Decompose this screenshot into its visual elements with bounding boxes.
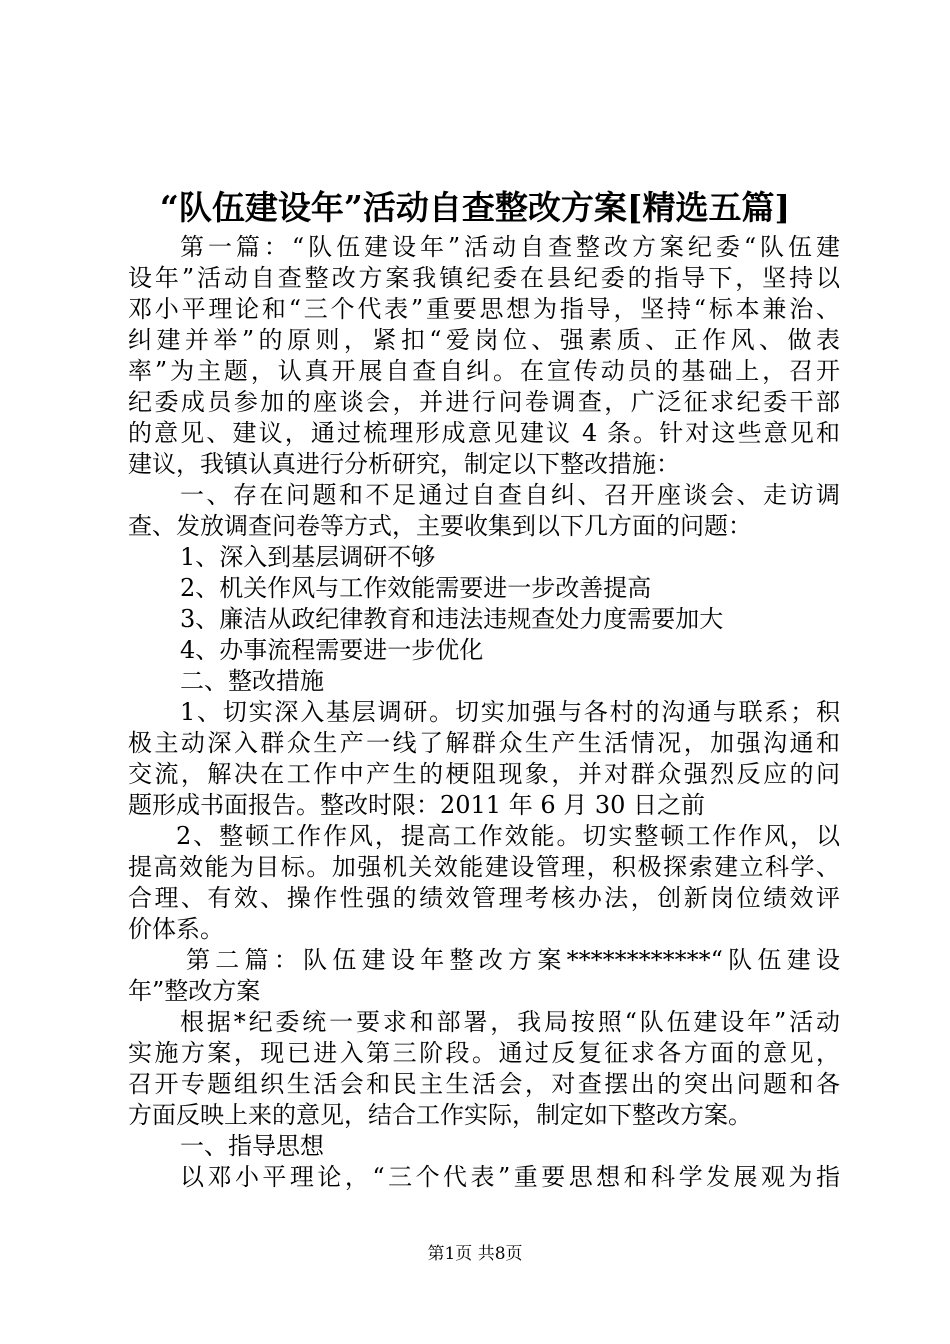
text-line: 率”为主题，认真开展自查自纠。在宣传动员的基础上，召开	[128, 357, 840, 385]
text-line: 1、切实深入基层调研。切实加强与各村的沟通与联系；积	[180, 698, 840, 726]
text-line: 合理、有效、操作性强的绩效管理考核办法，创新岗位绩效评	[128, 884, 840, 912]
section-heading: 年”整改方案	[128, 977, 261, 1005]
document-body	[128, 232, 840, 1193]
text-line: 方面反映上来的意见，结合工作实际，制定如下整改方案。	[128, 1101, 752, 1129]
text-line: 邓小平理论和“三个代表”重要思想为指导，坚持“标本兼治、	[128, 295, 840, 323]
list-item: 1、深入到基层调研不够	[180, 543, 436, 571]
text-line: 一、存在问题和不足通过自查自纠、召开座谈会、走访调	[180, 481, 840, 509]
text-line: 召开专题组织生活会和民主生活会，对查摆出的突出问题和各	[128, 1070, 840, 1098]
list-item: 3、廉洁从政纪律教育和违法违规查处力度需要加大	[180, 605, 724, 633]
text-line: 建议，我镇认真进行分析研究，制定以下整改措施：	[128, 450, 680, 478]
text-line: 设年”活动自查整改方案我镇纪委在县纪委的指导下，坚持以	[128, 264, 840, 292]
text-line: 的意见、建议，通过梳理形成意见建议 4 条。针对这些意见和	[128, 419, 840, 447]
text-line: 第一篇：“队伍建设年”活动自查整改方案纪委“队伍建	[180, 233, 840, 261]
text-line: 价体系。	[128, 915, 224, 943]
document-title: “队伍建设年”活动自查整改方案[精选五篇]	[159, 188, 791, 227]
text-line: 根据*纪委统一要求和部署，我局按照“队伍建设年”活动	[180, 1008, 840, 1036]
text-line: 题形成书面报告。整改时限：2011 年 6 月 30 日之前	[128, 791, 706, 819]
text-line: 2、整顿工作作风，提高工作效能。切实整顿工作作风，以	[176, 822, 840, 850]
section-heading: 一、指导思想	[180, 1132, 324, 1160]
text-line: 提高效能为目标。加强机关效能建设管理，积极探索建立科学、	[128, 853, 840, 881]
text-line: 交流，解决在工作中产生的梗阻现象，并对群众强烈反应的问	[128, 760, 840, 788]
text-line: 查、发放调查问卷等方式，主要收集到以下几方面的问题：	[128, 512, 752, 540]
section-heading: 二、整改措施	[180, 667, 324, 695]
section-heading: 第二篇：队伍建设年整改方案************“队伍建设	[186, 946, 840, 974]
text-line: 纪委成员参加的座谈会，并进行问卷调查，广泛征求纪委干部	[128, 388, 840, 416]
text-line: 实施方案，现已进入第三阶段。通过反复征求各方面的意见，	[128, 1039, 840, 1067]
page-footer: 第1页 共8页	[427, 1244, 523, 1264]
text-line: 纠建并举”的原则，紧扣“爱岗位、强素质、正作风、做表	[128, 326, 840, 354]
text-line: 以邓小平理论，“三个代表”重要思想和科学发展观为指	[180, 1163, 840, 1191]
text-line: 极主动深入群众生产一线了解群众生产生活情况，加强沟通和	[128, 729, 840, 757]
list-item: 2、机关作风与工作效能需要进一步改善提高	[180, 574, 652, 602]
list-item: 4、办事流程需要进一步优化	[180, 636, 484, 664]
